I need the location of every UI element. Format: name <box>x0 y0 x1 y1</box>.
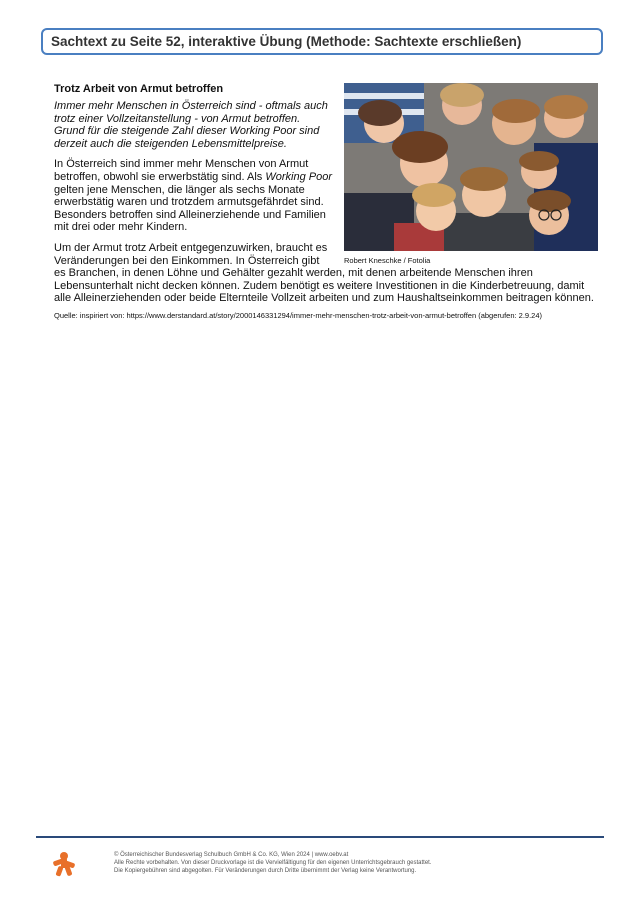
article-paragraph-2: Um der Armut trotz Arbeit entgegenzuwirken, braucht es Veränderungen bei den Einkommen. In Österreich gibt es Branchen, in denen Löhne und Gehälter gezahlt werden, mit denen arbeitende Menschen ihren Lebensunterhalt nicht decken können. Zudem benötigt es weitere Investitionen in die Kinderbetreuung, damit alle Alleinerziehenden oder beide Elternteile Vollzeit arbeiten und zum Haushaltseinkommen beitragen können. <box>54 241 594 305</box>
article-lead: Immer mehr Menschen in Österreich sind - oftmals auch trotz einer Vollzeitanstellung - von Armut betroffen. Grund für die steigende Zahl dieser Working Poor sind derzeit auch die steigenden Lebensmittelpreise. <box>54 100 328 150</box>
footer-line-2: Alle Rechte vorbehalten. Von dieser Druckvorlage ist die Vervielfältigung für den eigenen Unterrichtsgebrauch gestattet. <box>114 860 432 866</box>
article-title: Trotz Arbeit von Armut betroffen <box>54 83 224 95</box>
source-citation: Quelle: inspiriert von: https://www.derstandard.at/story/2000146331294/immer-mehr-menschen-trotz-arbeit-von-armut-betroffen (abgerufen: 2.9.24) <box>54 310 543 320</box>
photo-block <box>344 83 600 265</box>
paragraph-1-text-b: gelten jene Menschen, die länger als sechs Monate erwerbstätig waren und trotzdem armutsgefährdet sind. Besonders betroffen sind Alleinerziehende und Familien mit drei oder mehr Kindern. <box>54 183 326 234</box>
photo-credit: Robert Kneschke / Fotolia <box>344 256 431 265</box>
working-poor-term: Working Poor <box>265 170 332 183</box>
worksheet-title: Sachtext zu Seite 52, interaktive Übung (Methode: Sachtexte erschließen) <box>51 34 522 49</box>
article <box>54 82 600 320</box>
worksheet-header <box>41 28 603 55</box>
paragraph-1-text-a: In Österreich sind immer mehr Menschen von Armut betroffen, obwohl sie erwerbstätig sind. Als <box>54 158 309 183</box>
footer-copyright <box>114 851 432 875</box>
footer-line-3: Die Kopiergebühren sind abgegolten. Für Veränderungen durch Dritte übernimmt der Verlag keine Verantwortung. <box>114 868 417 874</box>
family-photo <box>344 83 598 251</box>
footer-divider <box>36 836 604 838</box>
oebv-logo-icon <box>50 850 78 878</box>
footer-line-1: © Österreichischer Bundesverlag Schulbuch GmbH & Co. KG, Wien 2024 | www.oebv.at <box>114 852 349 858</box>
